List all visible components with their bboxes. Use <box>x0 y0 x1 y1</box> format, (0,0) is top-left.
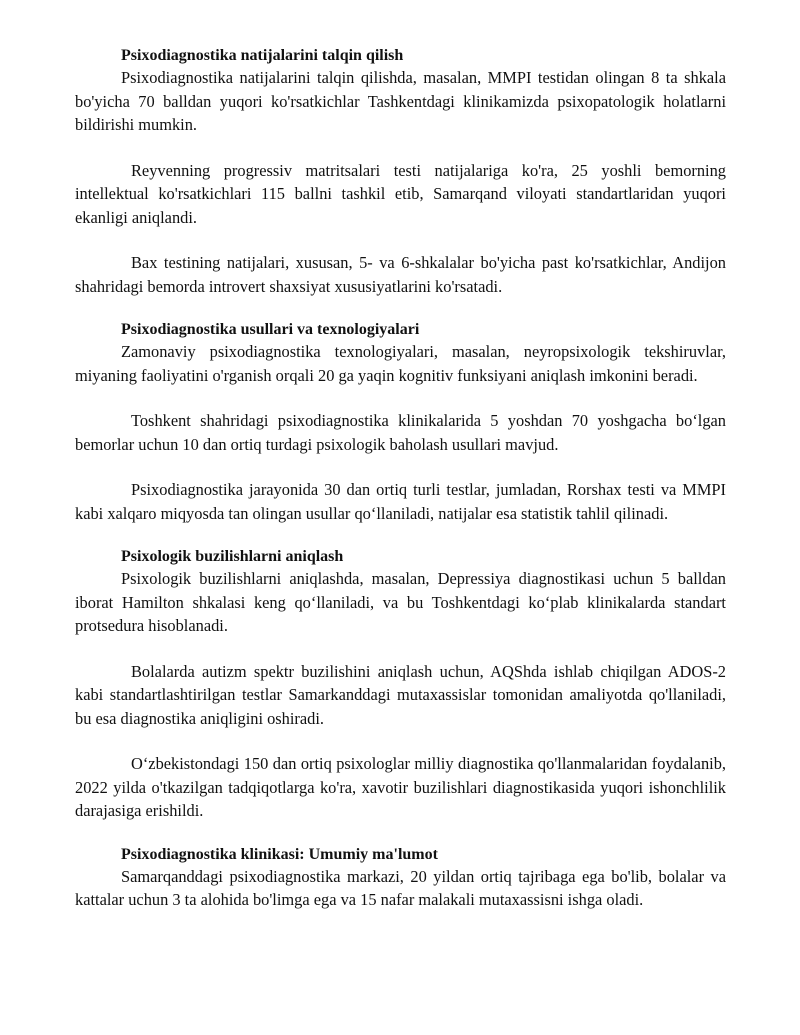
section-heading: Psixodiagnostika klinikasi: Umumiy ma'lumot <box>121 845 438 863</box>
section-heading: Psixologik buzilishlarni aniqlash <box>121 548 344 565</box>
paragraph: Zamonaviy psixodiagnostika texnologiyalari, masalan, neyropsixologik tekshiruvlar, miyaning faoliyatini o'rganish orqali 20 ga yaqin kognitiv funksiyani aniqlash imkonini beradi. <box>75 342 726 385</box>
paragraph: Reyvenning progressiv matritsalari testi natijalariga ko'ra, 25 yoshli bemorning intellektual ko'rsatkichlari 115 ballni tashkil etib, Samarqand viloyati standartlaridan yuqori ekanligi aniqlandi. <box>75 160 726 227</box>
section-heading: Psixodiagnostika usullari va texnologiyalari <box>121 321 420 338</box>
section-disorders <box>75 547 726 823</box>
paragraph: Bax testining natijalari, xususan, 5- va 6-shkalalar bo'yicha past ko'rsatkichlar, Andijon shahridagi bemorda introvert shaxsiyat xususiyatlarini ko'rsatadi. <box>75 253 726 296</box>
section-clinic-info <box>75 845 726 912</box>
paragraph: Psixologik buzilishlarni aniqlashda, masalan, Depressiya diagnostikasi uchun 5 balldan iborat Hamilton shkalasi keng qo‘llaniladi, va bu Toshkentdagi ko‘plab klinikalarda standart protsedura hisoblanadi. <box>75 569 726 635</box>
document-page <box>75 46 726 934</box>
paragraph: Samarqanddagi psixodiagnostika markazi, 20 yildan ortiq tajribaga ega bo'lib, bolalar va kattalar uchun 3 ta alohida bo'limga ega va 15 nafar malakali mutaxassisni ishga oladi. <box>75 866 726 909</box>
paragraph: Bolalarda autizm spektr buzilishini aniqlash uchun, AQShda ishlab chiqilgan ADOS-2 kabi standartlashtirilgan testlar Samarkanddagi mutaxassislar tomonidan amaliyotda qo'llaniladi, bu esa diagnostika aniqligini oshiradi. <box>75 661 726 728</box>
paragraph: O‘zbekistondagi 150 dan ortiq psixologlar milliy diagnostika qo'llanmalaridan foydalanib, 2022 yilda o'tkazilgan tadqiqotlarga ko'ra, xavotir buzilishlari diagnostikasida yuqori ishonchlilik darajasiga erishildi. <box>75 754 726 820</box>
paragraph: Toshkent shahridagi psixodiagnostika klinikalarida 5 yoshdan 70 yoshgacha bo‘lgan bemorlar uchun 10 dan ortiq turdagi psixologik baholash usullari mavjud. <box>75 411 726 454</box>
paragraph: Psixodiagnostika jarayonida 30 dan ortiq turli testlar, jumladan, Rorshax testi va MMPI kabi xalqaro miqyosda tan olingan usullar qo‘llaniladi, natijalar esa statistik tahlil qilinadi. <box>75 480 726 523</box>
section-interpretation <box>75 46 726 298</box>
section-heading: Psixodiagnostika natijalarini talqin qilish <box>121 47 404 64</box>
paragraph: Psixodiagnostika natijalarini talqin qilishda, masalan, MMPI testidan olingan 8 ta shkala bo'yicha 70 balldan yuqori ko'rsatkichlar Tashkentdagi klinikamizda psixopatologik holatlarni bildirishi mumkin. <box>75 68 726 134</box>
section-methods <box>75 320 726 525</box>
